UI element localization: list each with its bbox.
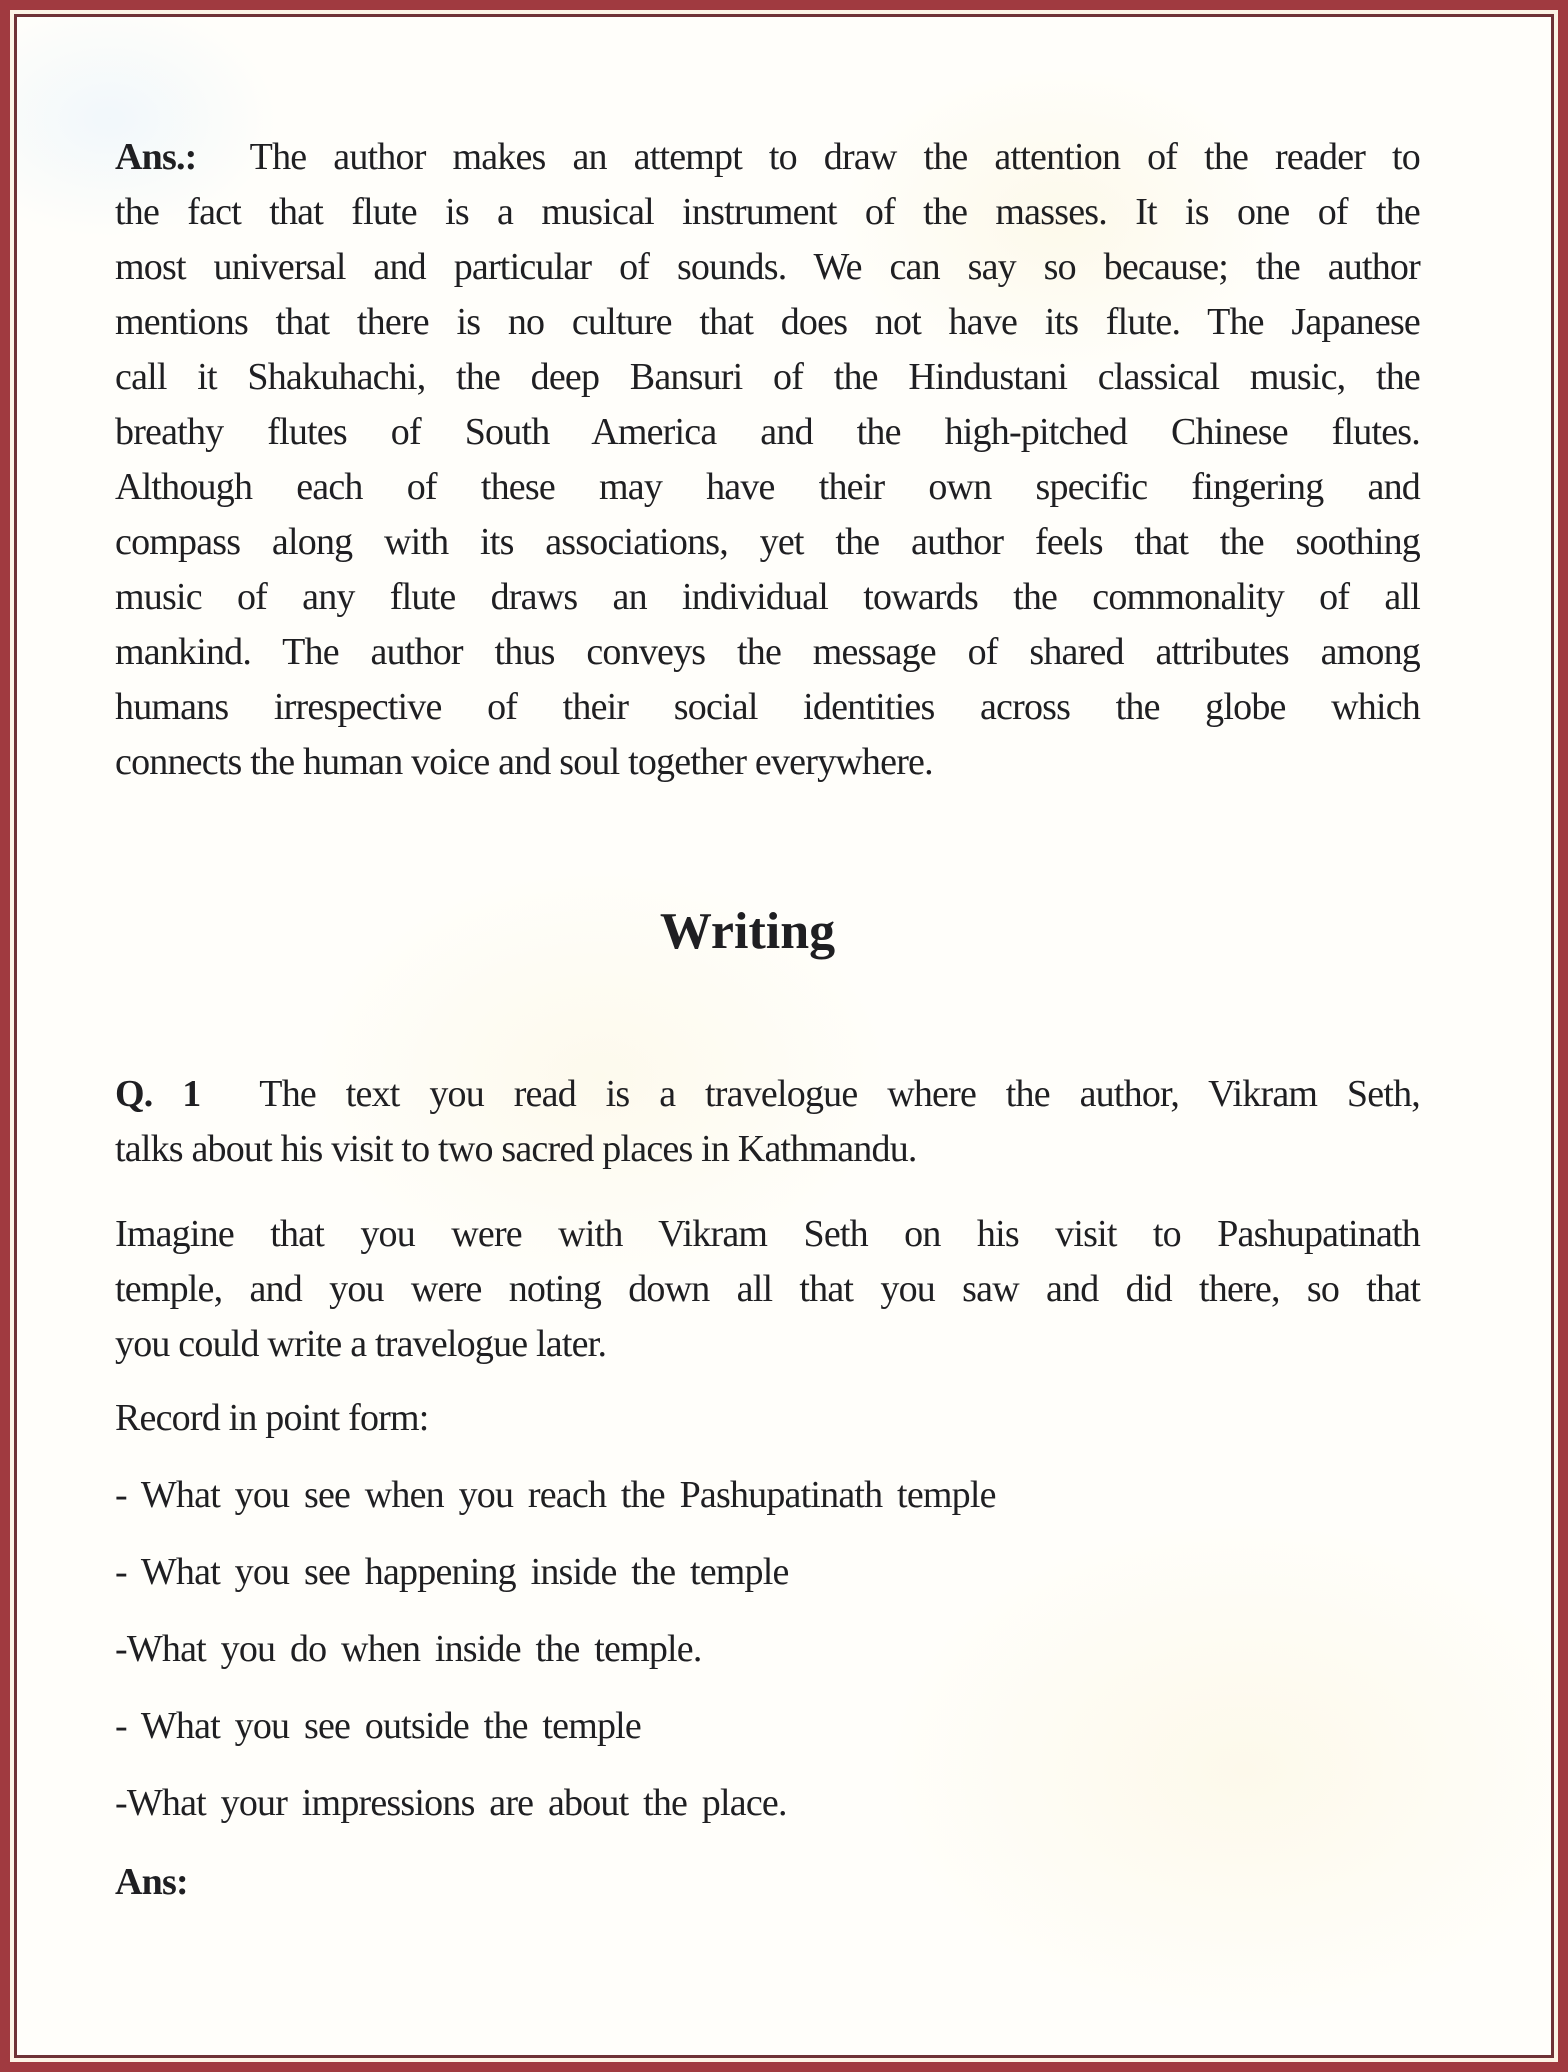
page-border-frame bbox=[10, 10, 1558, 2062]
answer-text-line: most universal and particular of sounds. We can say so because; the author bbox=[115, 246, 1420, 288]
imagine-text-line: you could write a travelogue later. bbox=[115, 1323, 607, 1365]
page-content bbox=[14, 14, 1554, 2058]
point-item: - What you see when you reach the Pashupatinath temple bbox=[115, 1474, 996, 1516]
question-text-line: talks about his visit to two sacred places in Kathmandu. bbox=[115, 1128, 917, 1170]
question-text-line: Q. 1 The text you read is a travelogue where the author, Vikram Seth, bbox=[115, 1073, 1420, 1115]
answer-text-line: breathy flutes of South America and the high-pitched Chinese flutes. bbox=[115, 411, 1420, 453]
answer-text-line: Ans.: The author makes an attempt to draw the attention of the reader to bbox=[115, 136, 1420, 178]
answer-text-line: mentions that there is no culture that does not have its flute. The Japanese bbox=[115, 301, 1420, 343]
answer-text-line: connects the human voice and soul together everywhere. bbox=[115, 741, 933, 783]
answer-text-line: call it Shakuhachi, the deep Bansuri of the Hindustani classical music, the bbox=[115, 356, 1420, 398]
imagine-text-line: temple, and you were noting down all that you saw and did there, so that bbox=[115, 1268, 1420, 1310]
section-heading: Writing bbox=[659, 903, 836, 960]
imagine-text-line: Imagine that you were with Vikram Seth on his visit to Pashupatinath bbox=[115, 1213, 1420, 1255]
question-paragraph bbox=[115, 1067, 1420, 1177]
answer-label: Ans: bbox=[115, 1861, 188, 1903]
point-item: -What your impressions are about the place. bbox=[115, 1782, 787, 1824]
answer-text-line: mankind. The author thus conveys the message of shared attributes among bbox=[115, 631, 1420, 673]
point-item: - What you see happening inside the temple bbox=[115, 1551, 789, 1593]
answer-text-line: Although each of these may have their own specific fingering and bbox=[115, 466, 1420, 508]
points-list bbox=[115, 1468, 1420, 1831]
answer-text-line: music of any flute draws an individual towards the commonality of all bbox=[115, 576, 1420, 618]
record-prompt: Record in point form: bbox=[115, 1397, 429, 1439]
answer-text-line: the fact that flute is a musical instrument of the masses. It is one of the bbox=[115, 191, 1420, 233]
answer-text-line: compass along with its associations, yet the author feels that the soothing bbox=[115, 521, 1420, 563]
answer-paragraph bbox=[115, 130, 1420, 790]
point-item: - What you see outside the temple bbox=[115, 1705, 641, 1747]
point-item: -What you do when inside the temple. bbox=[115, 1628, 702, 1670]
answer-text-line: humans irrespective of their social identities across the globe which bbox=[115, 686, 1420, 728]
imagine-paragraph bbox=[115, 1207, 1420, 1372]
